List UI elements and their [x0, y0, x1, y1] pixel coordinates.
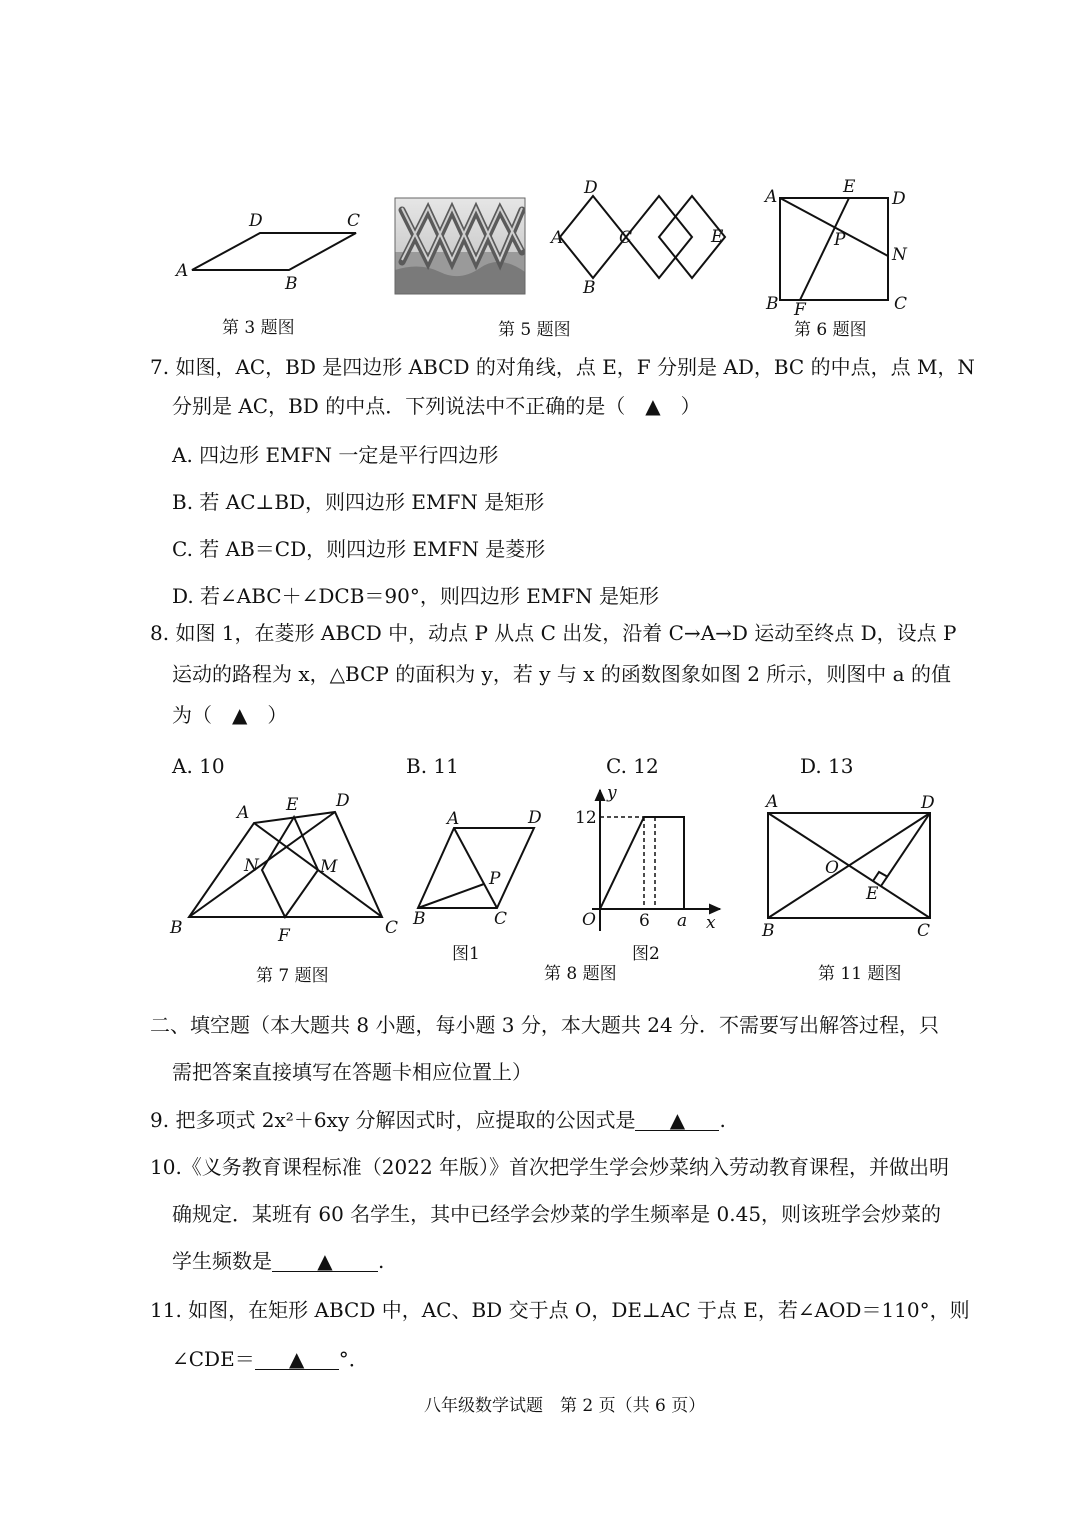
fig7-label-F: F	[278, 926, 290, 946]
fig8-1-label: 图1	[452, 944, 480, 964]
fig6-label-D: D	[892, 189, 906, 209]
q9	[150, 1108, 726, 1132]
fig8-caption: 第 8 题图	[544, 964, 617, 984]
fig6-label-C: C	[894, 294, 908, 314]
fig8-label-D: D	[528, 808, 542, 828]
fig8-label-A: A	[447, 809, 460, 829]
q9-text: 9. 把多项式 2x²＋6xy 分解因式时，应提取的公因式是	[150, 1108, 636, 1132]
q10-suffix: .	[378, 1249, 385, 1273]
fig7-caption: 第 7 题图	[256, 966, 329, 986]
fig5-label-B: B	[583, 278, 596, 298]
fig7-label-N: N	[244, 856, 259, 876]
fig11-label-O: O	[825, 858, 839, 878]
fig5-caption: 第 5 题图	[498, 320, 571, 340]
q11-line2-text: ∠CDE＝	[172, 1347, 255, 1371]
fig11-label-A: A	[766, 792, 779, 812]
fig3-label-B: B	[285, 274, 298, 294]
fig8-graph-x-tick-a: a	[677, 911, 688, 931]
q11-line2	[172, 1347, 369, 1371]
q9-answer-blank: ▲	[635, 1108, 719, 1131]
q7-option-a: A. 四边形 EMFN 一定是平行四边形	[172, 443, 499, 467]
fig11-caption: 第 11 题图	[818, 964, 902, 984]
fig5-label-D: D	[584, 178, 598, 198]
fig6-label-P: P	[834, 230, 846, 250]
fig5-label-A: A	[551, 228, 564, 248]
q8-option-d: D. 13	[800, 754, 854, 778]
fig8-graph-y-tick: 12	[575, 808, 597, 828]
fig7-label-A: A	[237, 803, 250, 823]
fig8-graph-y-label: y	[607, 783, 617, 803]
q10-line3-text: 学生频数是	[172, 1249, 272, 1273]
q8-stem-line3: 为（ ▲ ）	[172, 703, 288, 727]
fig3-label-D: D	[249, 211, 263, 231]
q10-line3	[172, 1249, 384, 1273]
fig8-2-label: 图2	[632, 944, 660, 964]
fig11-label-B: B	[762, 921, 775, 941]
q8-option-a: A. 10	[172, 754, 225, 778]
fig11-label-D: D	[921, 793, 935, 813]
q7-option-b: B. 若 AC⊥BD，则四边形 EMFN 是矩形	[172, 490, 545, 514]
fig3-caption: 第 3 题图	[222, 318, 295, 338]
q7-stem-line2: 分别是 AC，BD 的中点．下列说法中不正确的是（ ▲ ）	[172, 394, 701, 418]
section2-heading-line2: 需把答案直接填写在答题卡相应位置上）	[172, 1060, 532, 1084]
q9-suffix: .	[719, 1108, 726, 1132]
fig8-graph-x-label: x	[706, 913, 716, 933]
q8-stem-line2: 运动的路程为 x，△BCP 的面积为 y，若 y 与 x 的函数图象如图 2 所示，则图中 a 的值	[172, 662, 951, 686]
fig7-label-D: D	[336, 791, 350, 811]
fig11-label-C: C	[917, 921, 931, 941]
fig6-label-E: E	[843, 177, 856, 197]
q11-line1: 11. 如图，在矩形 ABCD 中，AC、BD 交于点 O，DE⊥AC 于点 E，若∠AOD＝110°，则	[150, 1298, 970, 1322]
fig5-label-E: E	[711, 227, 724, 247]
q11-answer-blank: ▲	[255, 1347, 339, 1370]
fig8-graph-origin: O	[582, 910, 596, 930]
q10-line1: 10.《义务教育课程标准（2022 年版）》首次把学生学会炒菜纳入劳动教育课程，并做出明	[150, 1155, 950, 1179]
q7-stem-line1: 7. 如图，AC，BD 是四边形 ABCD 的对角线，点 E，F 分别是 AD，BC 的中点，点 M，N	[150, 355, 975, 379]
fig3-label-A: A	[176, 261, 189, 281]
fig8-label-B: B	[413, 909, 426, 929]
q8-option-b: B. 11	[406, 754, 459, 778]
q7-option-d: D. 若∠ABC＋∠DCB＝90°，则四边形 EMFN 是矩形	[172, 584, 660, 608]
fig6-label-N: N	[892, 245, 907, 265]
section2-heading-line1: 二、填空题（本大题共 8 小题，每小题 3 分，本大题共 24 分．不需要写出解答过程，只	[150, 1013, 940, 1037]
fig6-label-F: F	[794, 300, 806, 320]
fig6-label-A: A	[765, 187, 778, 207]
fig7-label-B: B	[170, 918, 183, 938]
fig8-label-C: C	[494, 909, 508, 929]
q7-option-c: C. 若 AB＝CD，则四边形 EMFN 是菱形	[172, 537, 546, 561]
fig7-label-C: C	[385, 918, 399, 938]
fig11-seg-DE	[881, 813, 930, 886]
fig5-label-C: C	[619, 228, 633, 248]
fig8-label-P: P	[489, 869, 501, 889]
q8-stem-line1: 8. 如图 1，在菱形 ABCD 中，动点 P 从点 C 出发，沿着 C→A→D 运动至终点 D，设点 P	[150, 621, 957, 645]
fig6-label-B: B	[766, 294, 779, 314]
fig3-label-C: C	[347, 211, 361, 231]
q10-answer-blank: ▲	[272, 1249, 378, 1272]
page-footer: 八年级数学试题 第 2 页（共 6 页）	[424, 1396, 706, 1416]
q8-option-c: C. 12	[606, 754, 659, 778]
q10-line2: 确规定．某班有 60 名学生，其中已经学会炒菜的学生频率是 0.45，则该班学会炒菜的	[172, 1202, 942, 1226]
q11-suffix: °．	[338, 1347, 369, 1371]
fig11-label-E: E	[866, 884, 879, 904]
fig7-label-E: E	[286, 795, 299, 815]
fig8-graph-x-tick-6: 6	[639, 911, 650, 931]
fig6-caption: 第 6 题图	[794, 320, 867, 340]
fig7-label-M: M	[320, 857, 338, 877]
